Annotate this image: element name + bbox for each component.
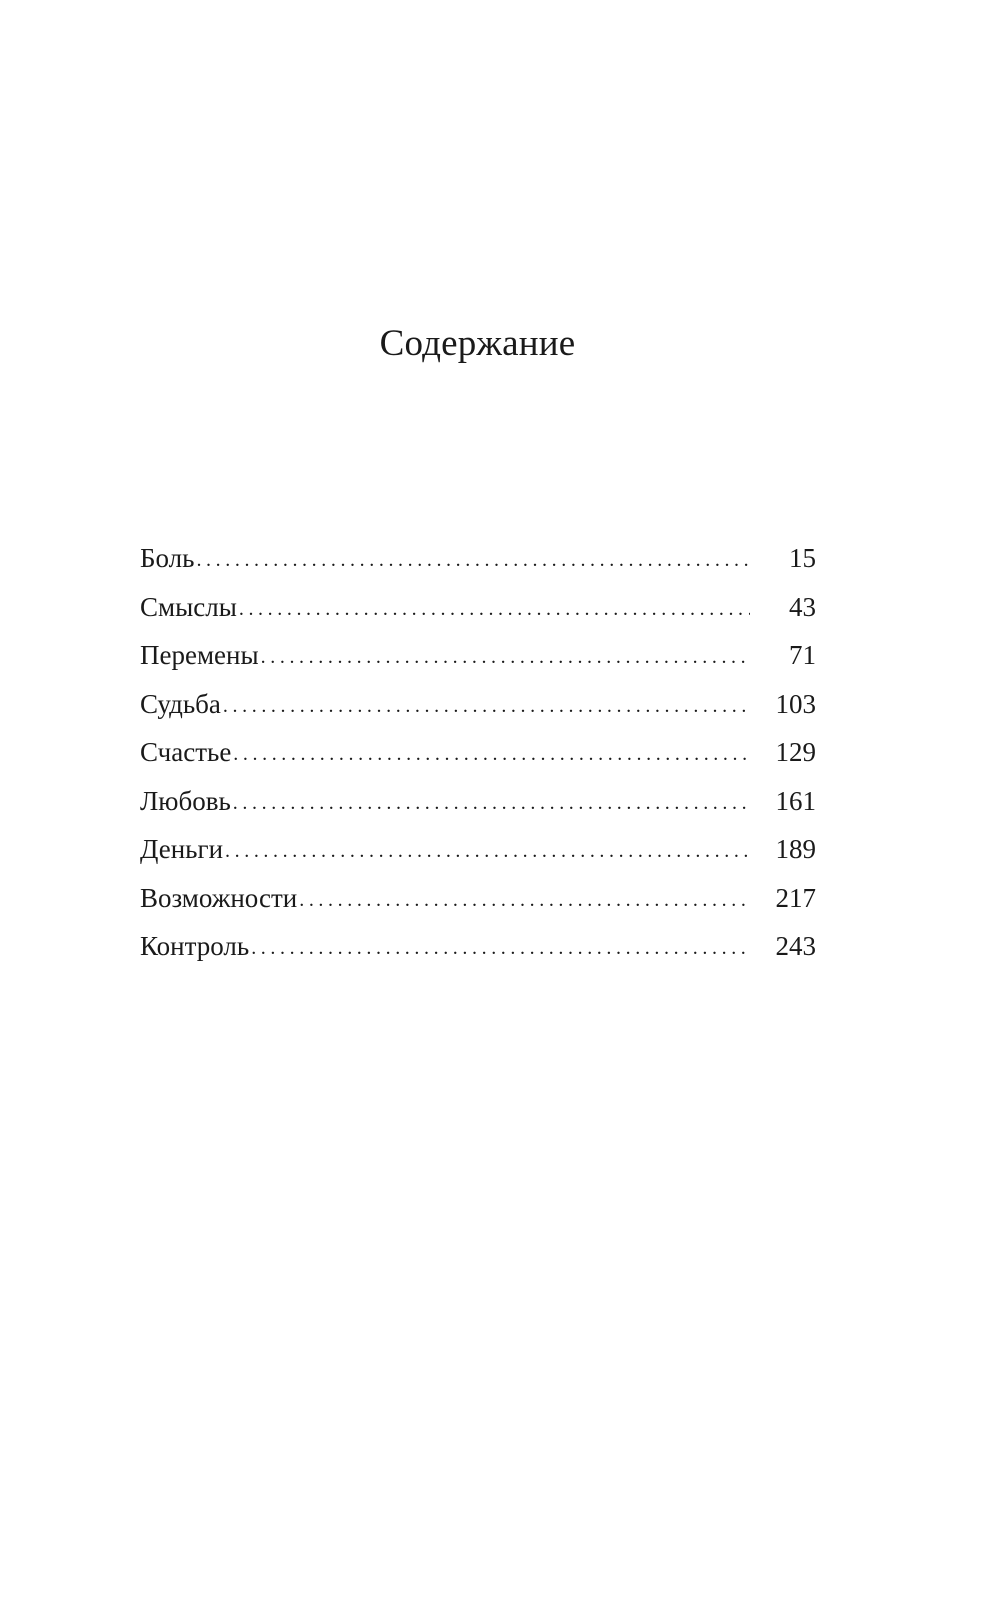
toc-entry-page: 243	[775, 931, 816, 961]
toc-entry-page: 43	[789, 591, 816, 622]
toc-entry-label: Контроль	[140, 931, 250, 961]
toc-dot-leader	[299, 886, 750, 914]
toc-dot-leader	[233, 789, 750, 817]
toc-entry-label: Счастье	[140, 737, 232, 767]
toc-entry-bol	[140, 544, 816, 593]
toc-entry-label: Любовь	[140, 785, 231, 816]
toc-entry-label: Возможности	[140, 882, 298, 913]
toc-entry-page: 161	[775, 785, 816, 816]
toc-entry-page: 103	[775, 688, 816, 719]
toc-entry-page: 129	[775, 737, 816, 767]
toc-entry-sudba	[140, 690, 816, 739]
toc-entry-dengi	[140, 835, 816, 884]
toc-dot-leader	[196, 546, 750, 574]
toc-entry-page: 15	[789, 543, 816, 573]
table-of-contents	[140, 544, 816, 981]
toc-entry-label: Смыслы	[140, 591, 237, 622]
toc-dot-leader	[261, 643, 750, 671]
toc-entry-label: Деньги	[140, 834, 224, 864]
toc-entry-label: Перемены	[140, 640, 259, 670]
toc-entry-lyubov	[140, 787, 816, 836]
toc-dot-leader	[251, 934, 750, 962]
toc-entry-page: 71	[789, 640, 816, 670]
toc-entry-vozmozhnosti	[140, 884, 816, 933]
toc-entry-peremeny	[140, 641, 816, 690]
toc-entry-kontrol	[140, 932, 816, 981]
page-title: Содержание	[379, 323, 576, 364]
toc-dot-leader	[225, 837, 750, 865]
toc-dot-leader	[239, 595, 750, 623]
toc-entry-page: 189	[775, 834, 816, 864]
toc-dot-leader	[223, 692, 750, 720]
toc-entry-label: Боль	[140, 543, 195, 573]
toc-entry-page: 217	[775, 882, 816, 913]
toc-entry-label: Судьба	[140, 688, 221, 719]
toc-entry-smysly	[140, 593, 816, 642]
toc-entry-schastye	[140, 738, 816, 787]
toc-dot-leader	[233, 740, 750, 768]
